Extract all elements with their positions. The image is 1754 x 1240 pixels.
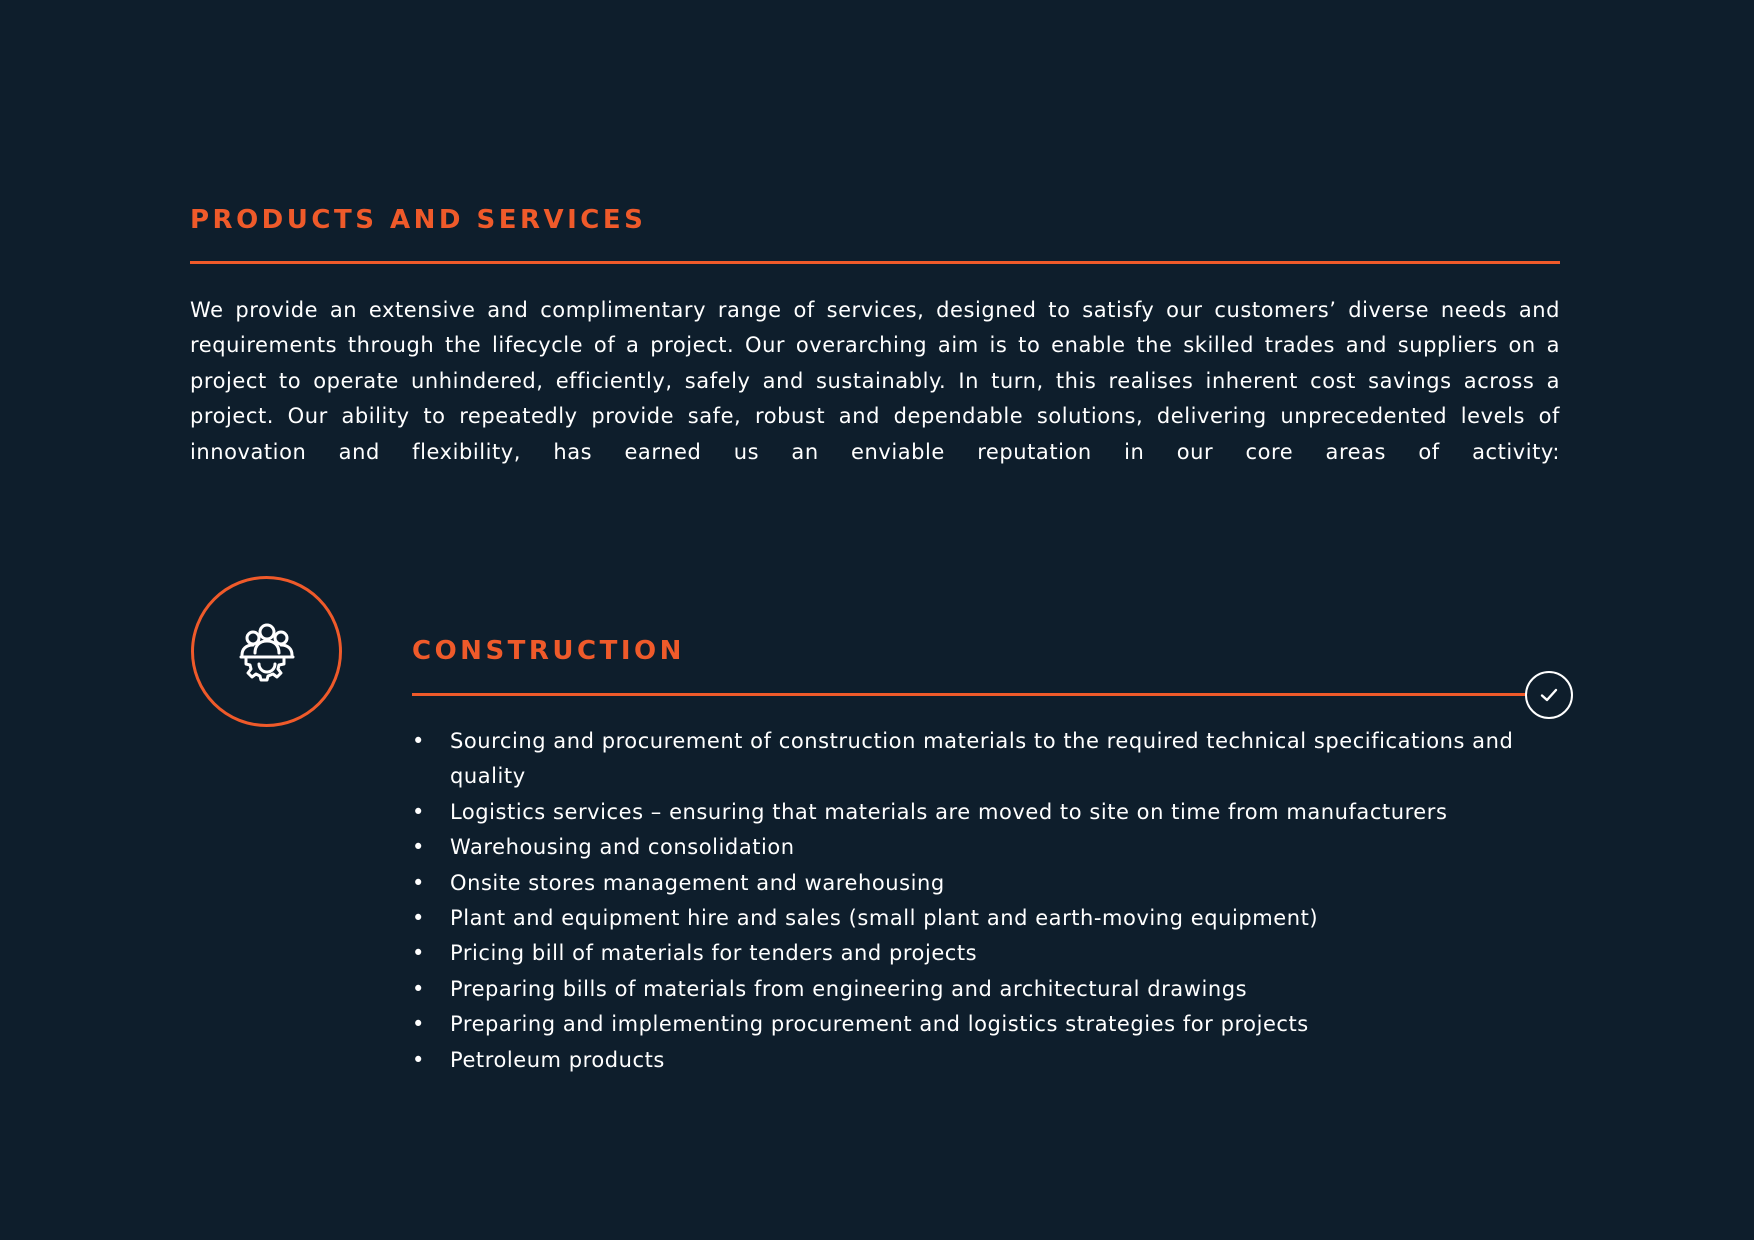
check-badge [1525,671,1573,719]
team-gear-icon [224,609,310,695]
list-item: • Logistics services – ensuring that materials are moved to site on time from manufacturers [412,795,1572,830]
section-title: PRODUCTS AND SERVICES [190,205,647,235]
construction-services-list [412,724,1572,1078]
construction-divider [412,693,1528,696]
intro-paragraph: We provide an extensive and complimentary range of services, designed to satisfy our customers’ diverse needs and requirements through the lifecycle of a project. Our overarching aim is to enable the skilled trades and suppliers on a project to operate unhindered, efficiently, safely and sustainably. In turn, this realises inherent cost savings across a project. Our ability to repeatedly provide safe, robust and dependable solutions, delivering unprecedented levels of innovation and flexibility, has earned us an enviable reputation in our core areas of activity: [190,298,1560,464]
list-item: • Onsite stores management and warehousing [412,866,1572,901]
list-item: • Sourcing and procurement of construction materials to the required technical specifications and quality [412,724,1572,795]
construction-icon-badge [191,576,342,727]
list-item: • Preparing bills of materials from engineering and architectural drawings [412,972,1572,1007]
list-item: • Warehousing and consolidation [412,830,1572,865]
checkmark-icon [1538,684,1560,706]
construction-title: CONSTRUCTION [412,636,685,666]
list-item: • Pricing bill of materials for tenders and projects [412,936,1572,971]
list-item: • Plant and equipment hire and sales (small plant and earth-moving equipment) [412,901,1572,936]
title-divider [190,261,1560,264]
list-item: • Petroleum products [412,1043,1572,1078]
list-item: • Preparing and implementing procurement and logistics strategies for projects [412,1007,1572,1042]
